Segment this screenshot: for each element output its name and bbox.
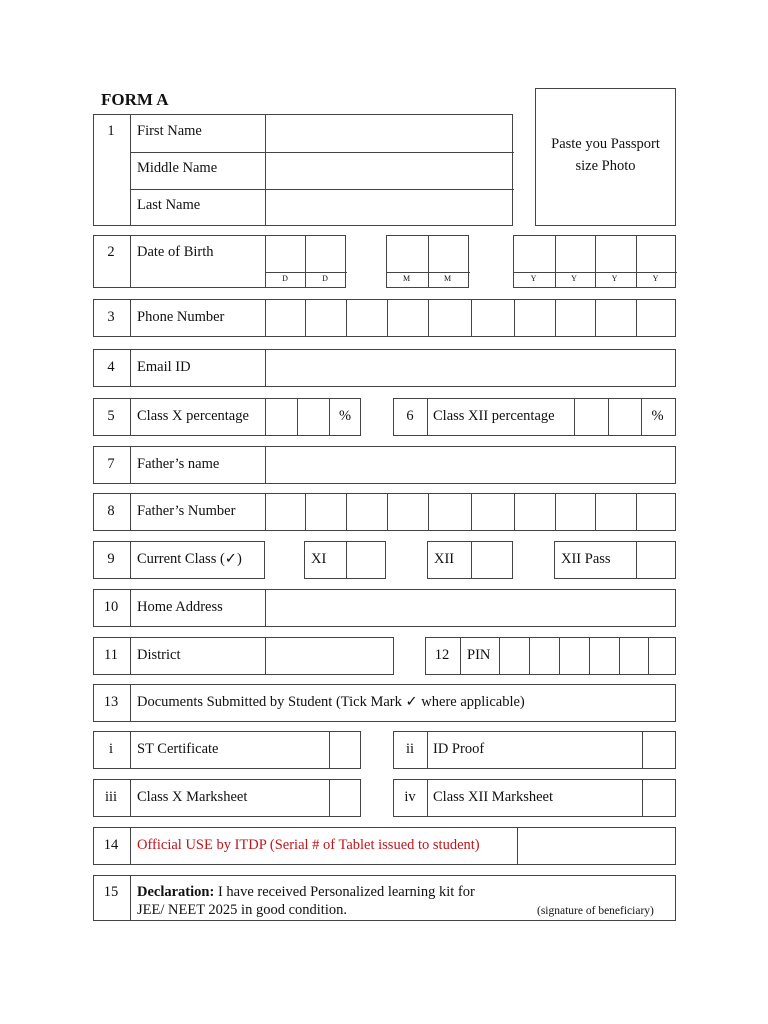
day-mark: D — [282, 274, 288, 283]
option-xii-pass-checkbox[interactable] — [636, 542, 675, 578]
form-title: FORM A — [101, 90, 169, 109]
row-number: 15 — [103, 884, 119, 900]
declaration-line2: JEE/ NEET 2025 in good condition. — [137, 902, 347, 918]
current-class-label: Current Class (✓) — [137, 551, 242, 567]
row-number: 9 — [107, 551, 115, 567]
first-name-label: First Name — [137, 123, 202, 139]
signature-area[interactable] — [517, 876, 675, 904]
row-number: 8 — [107, 503, 115, 519]
middle-name-label: Middle Name — [137, 160, 218, 176]
row-number: 3 — [107, 309, 115, 325]
class-xii-percentage-field[interactable] — [574, 399, 640, 435]
st-certificate-checkbox[interactable] — [329, 732, 360, 768]
fathers-number-label: Father’s Number — [137, 503, 236, 519]
pin-digit-fields[interactable] — [499, 638, 675, 674]
option-xi-label: XI — [311, 551, 327, 567]
class-xii-marksheet-checkbox[interactable] — [642, 780, 675, 816]
photo-box[interactable] — [535, 88, 676, 226]
row-number: 10 — [103, 599, 119, 615]
row-number: 6 — [406, 408, 414, 424]
row-number: 14 — [103, 837, 119, 853]
month-mark: M — [402, 274, 411, 283]
fathers-number-digit-fields[interactable] — [265, 494, 675, 530]
row-number: 11 — [104, 647, 118, 663]
home-address-field[interactable] — [265, 590, 675, 626]
pin-label: PIN — [467, 647, 491, 663]
last-name-field[interactable] — [266, 189, 512, 225]
dob-day-digit[interactable] — [305, 236, 345, 271]
email-label: Email ID — [137, 359, 191, 375]
middle-name-field[interactable] — [266, 152, 512, 188]
option-xii-label: XII — [434, 551, 455, 567]
fathers-name-field[interactable] — [265, 447, 675, 483]
district-field[interactable] — [265, 638, 393, 674]
row-number: 2 — [107, 244, 115, 260]
class-x-marksheet-label: Class X Marksheet — [137, 789, 248, 805]
dob-month-digit[interactable] — [387, 236, 427, 271]
option-xii-pass-label: XII Pass — [561, 551, 611, 567]
percent-sign: % — [651, 408, 664, 424]
id-proof-checkbox[interactable] — [642, 732, 675, 768]
declaration-heading: Declaration: — [137, 884, 215, 900]
tablet-serial-field[interactable] — [517, 828, 675, 864]
declaration-text: I have received Personalized learning kit for — [214, 884, 475, 900]
home-address-label: Home Address — [137, 599, 223, 615]
class-x-marksheet-checkbox[interactable] — [329, 780, 360, 816]
row-number: 5 — [107, 408, 115, 424]
declaration-line1 — [137, 885, 475, 900]
doc-number: iv — [404, 789, 416, 805]
option-xi-checkbox[interactable] — [346, 542, 385, 578]
class-x-percentage-field[interactable] — [265, 399, 328, 435]
st-certificate-label: ST Certificate — [137, 741, 219, 757]
row-number: 7 — [107, 456, 115, 472]
phone-label: Phone Number — [137, 309, 225, 325]
year-mark: Y — [530, 274, 537, 283]
option-xii-checkbox[interactable] — [471, 542, 512, 578]
row-number: 1 — [107, 123, 115, 139]
year-mark: Y — [652, 274, 659, 283]
dob-month-digit[interactable] — [428, 236, 468, 271]
phone-digit-fields[interactable] — [265, 300, 675, 336]
class-xii-marksheet-label: Class XII Marksheet — [433, 789, 554, 805]
year-mark: Y — [571, 274, 577, 283]
last-name-label: Last Name — [137, 197, 201, 213]
row-number: 12 — [434, 647, 450, 663]
doc-number: iii — [104, 789, 118, 805]
class-x-percentage-label: Class X percentage — [137, 408, 249, 424]
percent-sign: % — [338, 408, 352, 424]
signature-note: (signature of beneficiary) — [537, 905, 654, 917]
doc-st-certificate-row — [93, 731, 361, 769]
photo-text-line1: Paste you Passport — [551, 136, 660, 152]
day-mark: D — [322, 274, 328, 283]
doc-number: ii — [405, 741, 415, 757]
fathers-name-label: Father’s name — [137, 456, 220, 472]
month-mark: M — [443, 274, 452, 283]
photo-text-line2: size Photo — [575, 158, 636, 174]
class-xii-percentage-label: Class XII percentage — [433, 408, 555, 424]
dob-day-digit[interactable] — [265, 236, 305, 271]
id-proof-label: ID Proof — [433, 741, 485, 757]
documents-header-label: Documents Submitted by Student (Tick Mark ✓ where applicable) — [137, 694, 525, 710]
district-label: District — [137, 647, 181, 663]
email-field[interactable] — [265, 350, 675, 386]
row-number: 4 — [107, 359, 115, 375]
doc-number: i — [108, 741, 114, 757]
row-number: 13 — [103, 694, 119, 710]
year-mark: Y — [611, 274, 618, 283]
first-name-field[interactable] — [266, 115, 512, 151]
dob-label: Date of Birth — [137, 244, 214, 260]
official-use-label: Official USE by ITDP (Serial # of Tablet issued to student) — [137, 837, 480, 853]
